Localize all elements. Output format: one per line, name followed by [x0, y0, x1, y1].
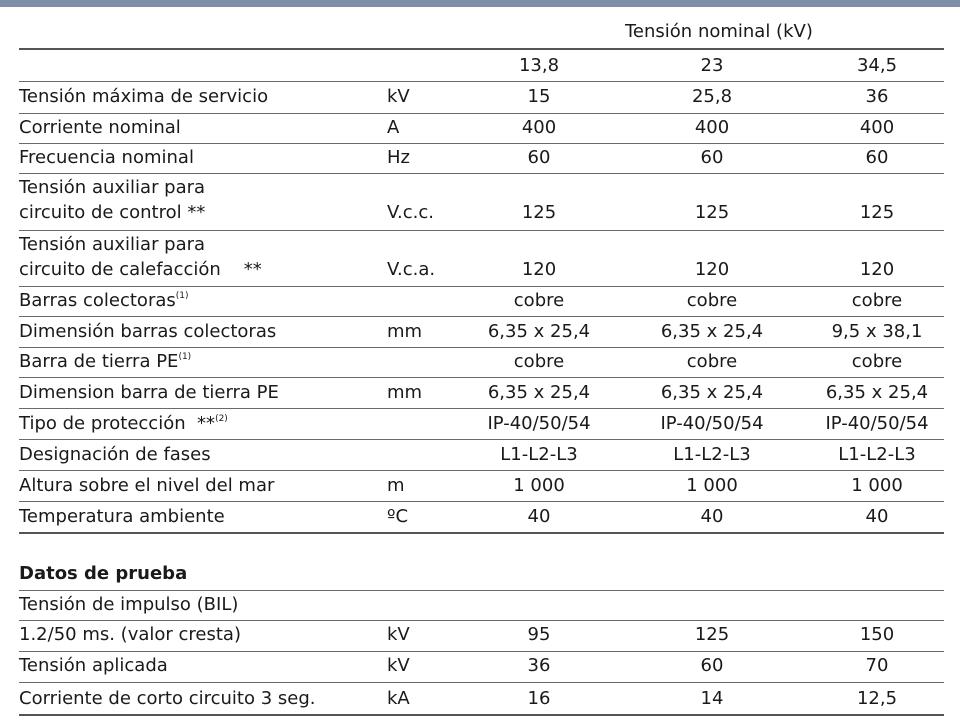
- rule: [19, 173, 944, 174]
- row-unit: kV: [387, 624, 410, 645]
- row-label: Tensión auxiliar para: [19, 234, 206, 255]
- row-label: Altura sobre el nivel del mar: [19, 475, 275, 496]
- footnote-ref: (2): [215, 414, 228, 424]
- row-label: Tipo de protección **$^{(2)}$: [19, 413, 228, 434]
- row-label: circuito de control **: [19, 202, 206, 223]
- row-value: 6,35 x 25,4: [660, 321, 764, 342]
- row-label: Dimensión barras colectoras: [19, 321, 277, 342]
- row-value: cobre: [686, 351, 738, 372]
- row-value: cobre: [851, 351, 903, 372]
- row-value: 1 000: [851, 475, 903, 496]
- row-value: 120: [521, 259, 557, 280]
- row-value: 125: [694, 202, 730, 223]
- section-title: Datos de prueba: [19, 563, 188, 584]
- header-title: Tensión nominal (kV): [625, 21, 813, 42]
- rule: [19, 590, 944, 591]
- row-label: Tensión aplicada: [19, 655, 168, 676]
- row-value: L1-L2-L3: [838, 444, 916, 465]
- rule: [19, 377, 944, 378]
- row-unit: V.c.a.: [387, 259, 436, 280]
- row-value: 60: [865, 147, 889, 168]
- rule: [19, 286, 944, 287]
- row-value: 9,5 x 38,1: [831, 321, 923, 342]
- rule: [19, 714, 944, 716]
- row-value: 150: [859, 624, 895, 645]
- row-value: IP-40/50/54: [825, 413, 929, 434]
- row-value: 40: [527, 506, 551, 527]
- rule: [19, 143, 944, 144]
- row-value: 125: [694, 624, 730, 645]
- row-value: 6,35 x 25,4: [487, 382, 591, 403]
- top-accent-bar: [0, 0, 960, 7]
- row-label: Tensión auxiliar para: [19, 177, 206, 198]
- row-value: 120: [859, 259, 895, 280]
- row-value: 400: [521, 117, 557, 138]
- row-label: Tensión de impulso (BIL): [19, 594, 239, 615]
- row-value: IP-40/50/54: [660, 413, 764, 434]
- rule: [19, 620, 944, 621]
- row-value: 40: [865, 506, 889, 527]
- row-unit: ºC: [387, 506, 409, 527]
- rule: [19, 48, 944, 50]
- row-label: Temperatura ambiente: [19, 506, 225, 527]
- row-unit: A: [387, 117, 400, 138]
- row-value: 36: [865, 86, 889, 107]
- rule: [19, 532, 944, 534]
- row-value: 15: [527, 86, 551, 107]
- row-value: 16: [527, 688, 551, 709]
- row-value: 400: [859, 117, 895, 138]
- row-value: 12,5: [856, 688, 898, 709]
- row-unit: kV: [387, 86, 410, 107]
- rule: [19, 408, 944, 409]
- rule: [19, 316, 944, 317]
- row-unit: V.c.c.: [387, 202, 434, 223]
- row-unit: mm: [387, 321, 423, 342]
- row-value: 14: [700, 688, 724, 709]
- row-label: Barras colectoras$^{(1)}$: [19, 290, 189, 311]
- row-value: 70: [865, 655, 889, 676]
- row-value: 400: [694, 117, 730, 138]
- row-value: 125: [521, 202, 557, 223]
- row-value: 40: [700, 506, 724, 527]
- footnote-ref: (1): [175, 291, 189, 301]
- row-value: 125: [859, 202, 895, 223]
- row-value: 1 000: [686, 475, 738, 496]
- row-value: 60: [700, 655, 724, 676]
- row-value: 60: [527, 147, 551, 168]
- row-label: Tensión máxima de servicio: [19, 86, 269, 107]
- rule: [19, 113, 944, 114]
- rule: [19, 81, 944, 82]
- column-header: 34,5: [856, 55, 898, 76]
- row-label: Corriente nominal: [19, 117, 181, 138]
- rule: [19, 682, 944, 683]
- rule: [19, 230, 944, 231]
- row-label: Frecuencia nominal: [19, 147, 194, 168]
- row-unit: m: [387, 475, 405, 496]
- row-value: IP-40/50/54: [487, 413, 591, 434]
- row-value: 1 000: [513, 475, 565, 496]
- row-value: 6,35 x 25,4: [660, 382, 764, 403]
- column-header: 13,8: [518, 55, 560, 76]
- row-label: Barra de tierra PE$^{(1)}$: [19, 351, 192, 372]
- row-value: 36: [527, 655, 551, 676]
- row-value: 60: [700, 147, 724, 168]
- row-value: L1-L2-L3: [500, 444, 578, 465]
- row-label: Corriente de corto circuito 3 seg.: [19, 688, 316, 709]
- row-value: 95: [527, 624, 551, 645]
- row-value: 6,35 x 25,4: [487, 321, 591, 342]
- rule: [19, 501, 944, 502]
- rule: [19, 347, 944, 348]
- row-unit: kV: [387, 655, 410, 676]
- row-label: 1.2/50 ms. (valor cresta): [19, 624, 241, 645]
- row-unit: mm: [387, 382, 423, 403]
- row-label: Dimension barra de tierra PE: [19, 382, 279, 403]
- row-value: cobre: [851, 290, 903, 311]
- row-value: 25,8: [691, 86, 733, 107]
- row-unit: kA: [387, 688, 410, 709]
- column-header: 23: [700, 55, 724, 76]
- row-value: L1-L2-L3: [673, 444, 751, 465]
- row-unit: Hz: [387, 147, 410, 168]
- rule: [19, 439, 944, 440]
- row-label: Designación de fases: [19, 444, 211, 465]
- row-value: cobre: [513, 290, 565, 311]
- footnote-ref: (1): [178, 352, 192, 362]
- row-value: 120: [694, 259, 730, 280]
- rule: [19, 651, 944, 652]
- row-label: circuito de calefacción **: [19, 259, 262, 280]
- row-value: cobre: [686, 290, 738, 311]
- row-value: cobre: [513, 351, 565, 372]
- row-value: 6,35 x 25,4: [825, 382, 929, 403]
- rule: [19, 470, 944, 471]
